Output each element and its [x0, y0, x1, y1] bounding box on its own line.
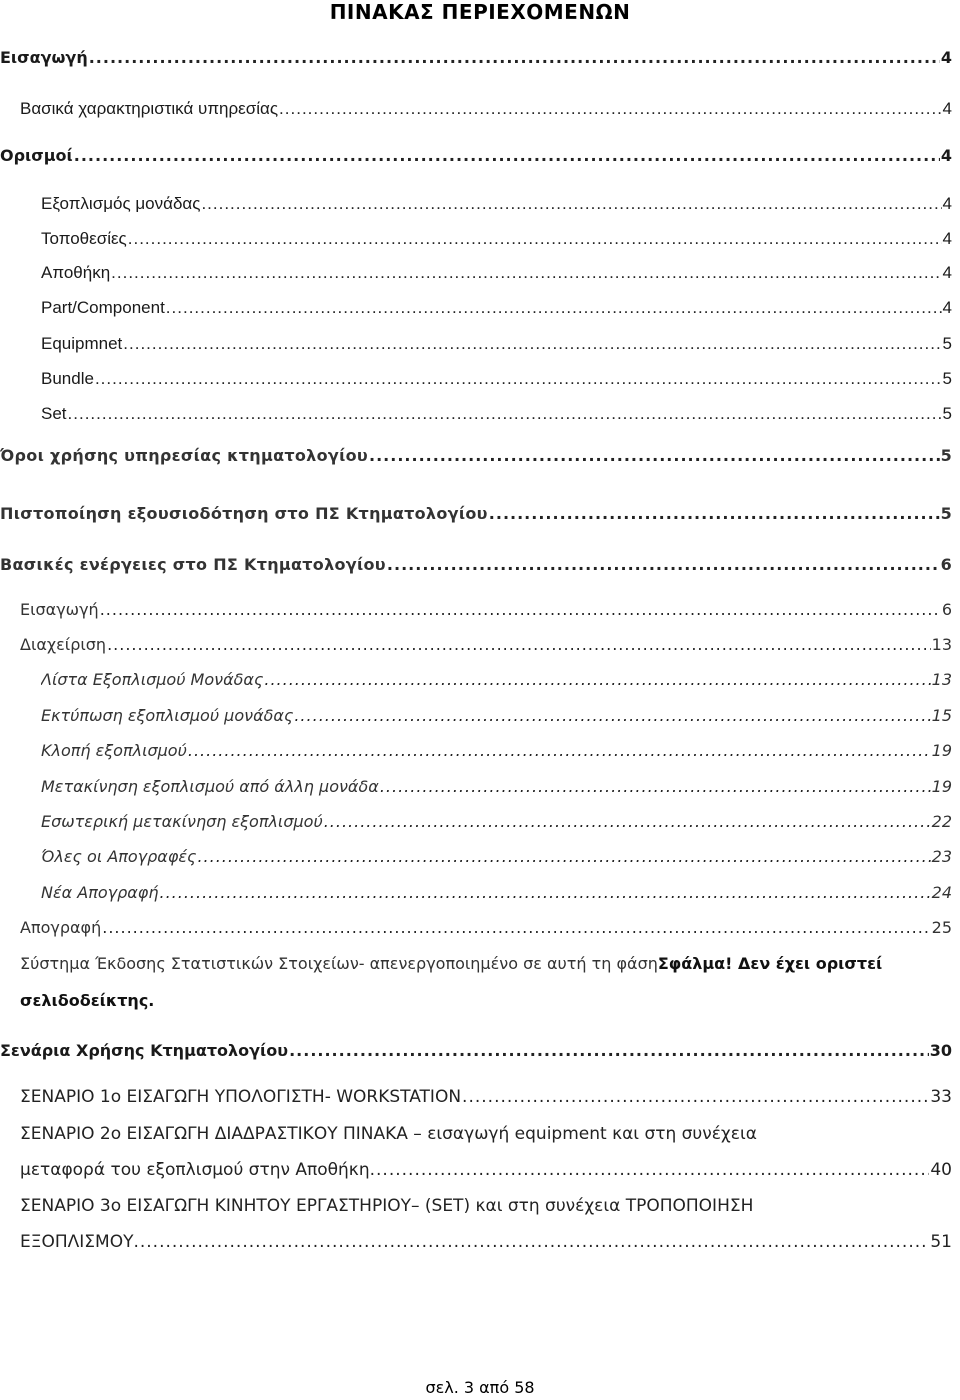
toc-page-number: 4: [942, 298, 952, 317]
toc-entry-warehouse[interactable]: [41, 263, 952, 283]
toc-entry-equipment[interactable]: [41, 334, 952, 354]
toc-entry-scenario-2[interactable]: [20, 1160, 952, 1180]
toc-page-number: 23: [931, 847, 952, 866]
toc-page-number: 33: [930, 1087, 952, 1107]
toc-page-number: 13: [931, 635, 952, 654]
toc-entry-scenario-3[interactable]: [20, 1232, 952, 1252]
toc-entry-unit-equipment[interactable]: [41, 194, 952, 214]
toc-entry-bundle[interactable]: [41, 369, 952, 389]
toc-leader-dots: [107, 635, 931, 654]
toc-entry-equipment-theft[interactable]: [41, 741, 952, 760]
toc-entry-intro-sub[interactable]: [20, 600, 952, 619]
toc-entry-authentication[interactable]: [0, 504, 952, 523]
page-footer: σελ. 3 από 58: [425, 1378, 535, 1397]
toc-entry-label: Σενάρια Χρήσης Κτηματολογίου: [0, 1041, 289, 1060]
toc-leader-dots: [264, 670, 930, 689]
toc-entry-label: Μετακίνηση εξοπλισμού από άλλη μονάδα: [41, 777, 379, 796]
toc-entry-label: Set: [41, 404, 67, 423]
toc-leader-dots: [166, 298, 942, 318]
toc-page-number: 40: [930, 1160, 952, 1180]
toc-entry-label: ΕΞΟΠΛΙΣΜΟΥ.: [20, 1232, 139, 1252]
toc-entry-new-inventory[interactable]: [41, 883, 952, 902]
toc-entry-inventory[interactable]: [20, 918, 952, 937]
toc-leader-dots: [201, 194, 941, 214]
toc-leader-dots: [159, 883, 930, 902]
toc-entry-part-component[interactable]: [41, 298, 952, 318]
toc-leader-dots: [68, 404, 942, 424]
toc-entry-label: Εισαγωγή: [0, 48, 88, 67]
toc-entry-label: Αποθήκη: [41, 263, 111, 282]
toc-leader-dots: [462, 1087, 929, 1107]
toc-entry-all-inventories[interactable]: [41, 847, 952, 866]
toc-entry-terms-of-use[interactable]: [0, 446, 952, 465]
toc-entry-equipment-list[interactable]: [41, 670, 952, 689]
toc-entry-label: Πιστοποίηση εξουσιοδότηση στο ΠΣ Κτηματολογίου: [0, 504, 488, 523]
bookmark-error-continuation: σελιδοδείκτης.: [20, 991, 155, 1010]
toc-entry-label: Νέα Απογραφή: [41, 883, 159, 902]
toc-leader-dots: [102, 918, 930, 937]
toc-page-number: 6: [941, 600, 952, 619]
toc-page-number: 19: [931, 741, 952, 760]
toc-entry-definitions[interactable]: [0, 146, 952, 165]
toc-page-number: 5: [940, 446, 952, 465]
toc-page-number: 5: [942, 369, 952, 388]
toc-page-number: 51: [930, 1232, 952, 1252]
toc-entry-label: Εισαγωγή: [20, 600, 99, 619]
toc-entry-label: Ορισμοί: [0, 146, 73, 165]
toc-page-number: 4: [940, 48, 952, 67]
toc-entry-statistics-system[interactable]: [20, 954, 882, 973]
toc-leader-dots: [89, 48, 940, 67]
bookmark-error: Σφάλμα! Δεν έχει οριστεί: [657, 954, 883, 973]
toc-entry-scenario-3-line1[interactable]: ΣΕΝΑΡΙΟ 3ο ΕΙΣΑΓΩΓΗ ΚΙΝΗΤΟΥ ΕΡΓΑΣΤΗΡΙΟΥ– (SET) και στη συνέχεια ΤΡΟΠΟΠΟΙΗΣΗ: [20, 1196, 754, 1216]
toc-page-number: 4: [940, 146, 952, 165]
toc-leader-dots: [380, 777, 931, 796]
toc-page-number: 4: [942, 194, 952, 213]
toc-leader-dots: [324, 812, 931, 831]
toc-entry-label: Όλες οι Απογραφές: [41, 847, 197, 866]
toc-entry-introduction[interactable]: [0, 48, 952, 67]
toc-leader-dots: [279, 99, 941, 119]
toc-entry-usage-scenarios[interactable]: [0, 1041, 952, 1060]
toc-leader-dots: [294, 706, 930, 725]
toc-entry-label: Σύστημα Έκδοσης Στατιστικών Στοιχείων- απενεργοποιημένο σε αυτή τη φάση: [20, 954, 658, 973]
toc-leader-dots: [140, 1232, 929, 1252]
toc-entry-label: Εξοπλισμός μονάδας: [41, 194, 201, 213]
toc-entry-service-features[interactable]: [20, 99, 952, 119]
toc-page-number: 19: [931, 777, 952, 796]
toc-entry-management[interactable]: [20, 635, 952, 654]
toc-entry-label: Bundle: [41, 369, 94, 388]
toc-entry-transfer-from-unit[interactable]: [41, 777, 952, 796]
toc-leader-dots: [387, 555, 940, 574]
toc-entry-label: Διαχείριση: [20, 635, 107, 654]
toc-leader-dots: [369, 446, 940, 465]
toc-entry-label: Εκτύπωση εξοπλισμού μονάδας: [41, 706, 294, 725]
toc-leader-dots: [74, 146, 940, 165]
toc-entry-label: Εσωτερική μετακίνηση εξοπλισμού: [41, 812, 323, 831]
toc-page-number: 5: [942, 334, 952, 353]
toc-leader-dots: [123, 334, 941, 354]
toc-entry-label: Κλοπή εξοπλισμού: [41, 741, 187, 760]
toc-page-number: 24: [931, 883, 952, 902]
toc-leader-dots: [489, 504, 940, 523]
toc-page-number: 15: [931, 706, 952, 725]
toc-entry-locations[interactable]: [41, 229, 952, 249]
toc-entry-label: Βασικές ενέργειες στο ΠΣ Κτηματολογίου: [0, 555, 386, 574]
toc-entry-scenario-1[interactable]: [20, 1087, 952, 1107]
toc-leader-dots: [100, 600, 941, 619]
toc-entry-scenario-2-line1[interactable]: ΣΕΝΑΡΙΟ 2ο ΕΙΣΑΓΩΓΗ ΔΙΑΔΡΑΣΤΙΚΟΥ ΠΙΝΑΚΑ – εισαγωγή equipment και στη συνέχεια: [20, 1124, 757, 1144]
toc-leader-dots: [111, 263, 941, 283]
toc-leader-dots: [188, 741, 931, 760]
page-title: ΠΙΝΑΚΑΣ ΠΕΡΙΕΧΟΜΕΝΩΝ: [329, 0, 631, 24]
toc-entry-label: Τοποθεσίες: [41, 229, 127, 248]
toc-entry-label: ΣΕΝΑΡΙΟ 1ο ΕΙΣΑΓΩΓΗ ΥΠΟΛΟΓΙΣΤΗ- WORKSTATION: [20, 1087, 462, 1107]
toc-entry-label: Όροι χρήσης υπηρεσίας κτηματολογίου: [0, 446, 369, 465]
toc-entry-label: Part/Component: [41, 298, 165, 317]
toc-leader-dots: [128, 229, 942, 249]
toc-entry-label: Λίστα Εξοπλισμού Μονάδας: [41, 670, 264, 689]
toc-page-number: 30: [929, 1041, 952, 1060]
toc-entry-label: Απογραφή: [20, 918, 102, 937]
toc-entry-set[interactable]: [41, 404, 952, 424]
toc-entry-label: Equipmnet: [41, 334, 123, 353]
toc-page-number: 4: [942, 263, 952, 282]
toc-page-number: 6: [940, 555, 952, 574]
toc-entry-print-equipment[interactable]: [41, 706, 952, 725]
toc-page-number: 5: [942, 404, 952, 423]
toc-page-number: 22: [931, 812, 952, 831]
toc-page-number: 4: [942, 99, 952, 118]
toc-page-number: 4: [942, 229, 952, 248]
toc-page-number: 5: [940, 504, 952, 523]
toc-entry-internal-transfer[interactable]: [41, 812, 952, 831]
toc-leader-dots: [289, 1041, 929, 1060]
toc-entry-label: Βασικά χαρακτηριστικά υπηρεσίας: [20, 99, 279, 118]
toc-leader-dots: [197, 847, 930, 866]
toc-entry-label: μεταφορά του εξοπλισμού στην Αποθήκη.: [20, 1160, 376, 1180]
toc-page-number: 25: [931, 918, 952, 937]
toc-entry-basic-actions[interactable]: [0, 555, 952, 574]
toc-leader-dots: [95, 369, 942, 389]
toc-leader-dots: [376, 1160, 929, 1180]
toc-page-number: 13: [931, 670, 952, 689]
